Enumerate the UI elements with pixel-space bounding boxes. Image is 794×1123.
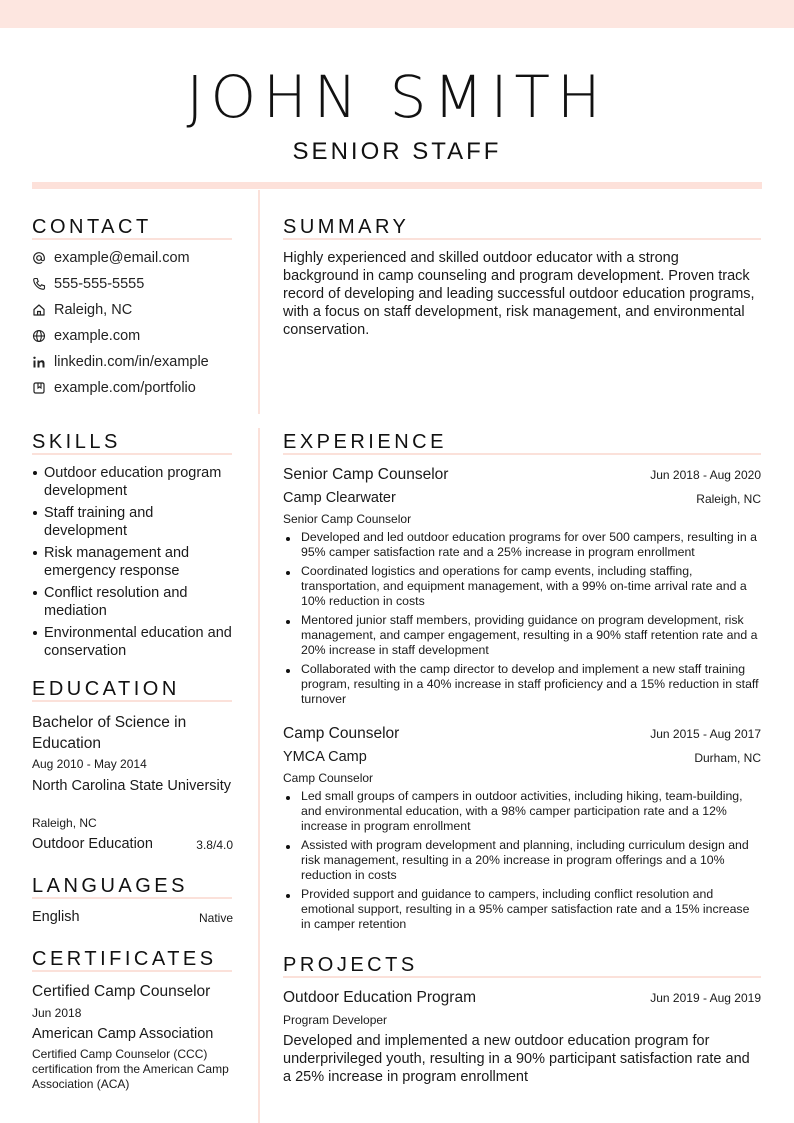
home-icon <box>32 303 46 317</box>
summary-title: SUMMARY <box>283 216 410 238</box>
job-bullet: Collaborated with the camp director to develop and implement a new staff training program, resulting in a 40% increase in staff proficiency and a 15% reduction in staff turnover <box>283 662 761 707</box>
job-bullet: Provided support and guidance to campers, including conflict resolution and emotional support, resulting in a 95% camper satisfaction rate and a 15% increase in camper retention <box>283 887 761 932</box>
job-title: Senior Camp Counselor <box>283 466 449 483</box>
contact-website[interactable] <box>32 328 140 344</box>
skill-item: Risk management and emergency response <box>32 544 232 580</box>
contact-rule <box>32 238 232 240</box>
contact-email-text: example@email.com <box>54 250 190 266</box>
certificates-rule <box>32 970 232 972</box>
contact-location <box>32 302 132 318</box>
project-description: Developed and implemented a new outdoor education program for underprivileged youth, resulting in a 90% participant satisfaction rate and a 25% increase in program enrollment <box>283 1033 750 1085</box>
projects-title: PROJECTS <box>283 954 418 976</box>
job-bullet: Assisted with program development and planning, including curriculum design and risk management, resulting in a 20% increase in program offerings and a 10% reduction in costs <box>283 838 761 883</box>
languages-title: LANGUAGES <box>32 875 188 897</box>
project-dates: Jun 2019 - Aug 2019 <box>650 991 761 1005</box>
project-name: Outdoor Education Program <box>283 989 476 1006</box>
certificate-description: Certified Camp Counselor (CCC) certification from the American Camp Association (ACA) <box>32 1047 229 1091</box>
projects-rule <box>283 976 761 978</box>
education-dates: Aug 2010 - May 2014 <box>32 757 147 771</box>
contact-linkedin[interactable] <box>32 354 209 370</box>
contact-phone-text: 555-555-5555 <box>54 276 145 292</box>
contact-portfolio-text: example.com/portfolio <box>54 380 196 396</box>
skill-item: Staff training and development <box>32 504 232 540</box>
contact-portfolio[interactable] <box>32 380 196 396</box>
job-bullet: Led small groups of campers in outdoor activities, including hiking, team-building, and environmental education, with a 98% camper participation rate and a 12% increase in program enrollment <box>283 789 761 834</box>
contact-title: CONTACT <box>32 216 152 238</box>
job-role: Camp Counselor <box>283 771 374 785</box>
header-divider <box>32 182 762 189</box>
contact-location-text: Raleigh, NC <box>54 302 133 318</box>
skills-list <box>32 464 232 664</box>
languages-rule <box>32 897 232 899</box>
candidate-role: SENIOR STAFF <box>292 138 502 165</box>
column-divider-bottom <box>258 428 260 1123</box>
job-bullets <box>283 530 761 711</box>
summary-rule <box>283 238 761 240</box>
phone-icon <box>32 277 46 291</box>
education-gpa: 3.8/4.0 <box>196 838 233 852</box>
certificate-date: Jun 2018 <box>32 1006 82 1020</box>
education-location: Raleigh, NC <box>32 816 97 830</box>
portfolio-icon <box>32 381 46 395</box>
experience-rule <box>283 453 761 455</box>
education-school: North Carolina State University <box>32 778 232 794</box>
job-bullets <box>283 789 761 936</box>
certificate-name: Certified Camp Counselor <box>32 983 211 1000</box>
language-level: Native <box>198 911 233 925</box>
candidate-name: JOHN SMITH <box>186 63 608 131</box>
project-role: Program Developer <box>283 1013 388 1027</box>
column-divider-top <box>258 190 260 414</box>
job-bullet: Coordinated logistics and operations for camp events, including staffing, transportation, and equipment management, with a 99% on-time arrival rate and a 10% reduction in costs <box>283 564 761 609</box>
job-title: Camp Counselor <box>283 725 400 742</box>
job-location: Raleigh, NC <box>696 492 761 506</box>
job-company: Camp Clearwater <box>283 490 396 506</box>
language-name: English <box>32 909 80 925</box>
job-role: Senior Camp Counselor <box>283 512 412 526</box>
at-icon <box>32 251 46 265</box>
skills-title: SKILLS <box>32 431 121 453</box>
education-rule <box>32 700 232 702</box>
education-degree: Bachelor of Science in Education <box>32 714 187 752</box>
skill-item: Outdoor education program development <box>32 464 232 500</box>
job-dates: Jun 2015 - Aug 2017 <box>650 727 761 741</box>
linkedin-icon <box>32 355 46 369</box>
job-company: YMCA Camp <box>283 749 367 765</box>
job-bullet: Mentored junior staff members, providing guidance on program development, risk management, and camper engagement, resulting in a 90% staff retention rate and a 20% increase in staff development <box>283 613 761 658</box>
globe-icon <box>32 329 46 343</box>
contact-email[interactable] <box>32 250 190 266</box>
experience-title: EXPERIENCE <box>283 431 447 453</box>
education-title: EDUCATION <box>32 678 180 700</box>
skills-rule <box>32 453 232 455</box>
contact-website-text: example.com <box>54 328 141 344</box>
certificate-issuer: American Camp Association <box>32 1026 214 1042</box>
skill-item: Environmental education and conservation <box>32 624 232 660</box>
contact-phone[interactable] <box>32 276 144 292</box>
job-dates: Jun 2018 - Aug 2020 <box>650 468 761 482</box>
education-field: Outdoor Education <box>32 836 153 852</box>
certificates-title: CERTIFICATES <box>32 948 217 970</box>
job-location: Durham, NC <box>694 751 761 765</box>
skill-item: Conflict resolution and mediation <box>32 584 232 620</box>
contact-linkedin-text: linkedin.com/in/example <box>54 354 209 370</box>
job-bullet: Developed and led outdoor education programs for over 500 campers, resulting in a 95% camper satisfaction rate and a 25% increase in program enrollment <box>283 530 761 560</box>
top-accent-bar <box>0 0 794 28</box>
summary-text: Highly experienced and skilled outdoor educator with a strong background in camp counseling and program development. Proven track record of developing and leading successful outdoor education programs, with a focus on staff development, risk management, and environmental conservation. <box>283 250 755 338</box>
